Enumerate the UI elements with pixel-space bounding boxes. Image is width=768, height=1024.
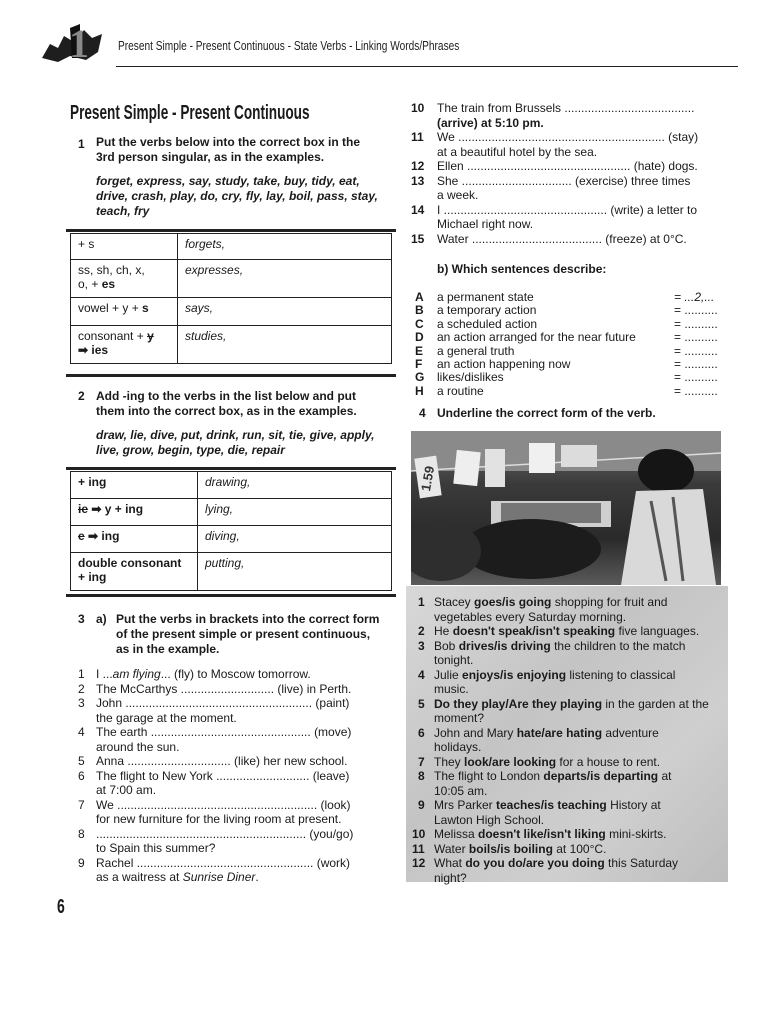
list-item: F an action happening now = .......... xyxy=(415,356,718,371)
page-number: 6 xyxy=(57,896,65,918)
ex2-instruction: Add -ing to the verbs in the list below and put them into the correct box, as in the examples. xyxy=(96,389,357,418)
price-tag-text: 1.59 xyxy=(418,464,438,493)
ex3-number: 3 xyxy=(78,612,85,626)
rule-cell: ss, sh, ch, x, o, + es xyxy=(71,260,178,298)
example-cell: says, xyxy=(178,298,392,326)
example-cell: putting, xyxy=(198,553,392,591)
ex3-right-items xyxy=(411,101,731,246)
running-title: Present Simple - Present Continuous - State Verbs - Linking Words/Phrases xyxy=(118,38,460,53)
list-item: 4 Julie enjoys/is enjoying listening to classical music. xyxy=(418,667,676,696)
ex2-table-bottom-rule xyxy=(66,594,396,597)
rule-cell: e ➡ ing xyxy=(71,526,198,553)
list-item: 10 Melissa doesn't like/isn't liking mini-skirts. xyxy=(412,827,667,841)
table-row xyxy=(71,260,392,298)
list-item: A a permanent state = ...2,... xyxy=(415,290,715,304)
list-item: 7 They look/are looking for a house to rent. xyxy=(418,754,661,769)
ex4-items xyxy=(412,595,730,885)
ex3-part-label: a) xyxy=(96,612,107,626)
list-item: 3 Bob drives/is driving the children to the match tonight. xyxy=(418,638,686,667)
list-item: 11 Water boils/is boiling at 100°C. xyxy=(412,841,607,856)
unit-logo xyxy=(40,22,106,66)
example-cell: expresses, xyxy=(178,260,392,298)
ex1-number: 1 xyxy=(78,137,85,151)
ex2-verb-list: draw, lie, dive, put, drink, run, sit, tie, give, apply, live, grow, begin, type, die, repair xyxy=(96,428,375,457)
rule-cell: + ing xyxy=(71,472,198,499)
list-item: 12 What do you do/are you doing this Saturday night? xyxy=(412,856,679,885)
example-cell: lying, xyxy=(198,499,392,526)
list-item: H a routine = .......... xyxy=(415,383,718,398)
ex2-number: 2 xyxy=(78,389,85,403)
list-item: 5 Anna ............................... (like) her new school. xyxy=(78,754,348,768)
list-item: 2 He doesn't speak/isn't speaking five languages. xyxy=(418,624,700,638)
rule-cell: vowel + y + s xyxy=(71,298,178,326)
list-item: 12 Ellen ................................................. (hate) dogs. xyxy=(411,159,698,173)
market-photo xyxy=(411,431,721,585)
example-cell: drawing, xyxy=(198,472,392,499)
ex1-instruction: Put the verbs below into the correct box in the 3rd person singular, as in the examples. xyxy=(96,135,361,164)
list-item: 13 She ................................. (exercise) three times a week. xyxy=(411,173,691,202)
ex1-table-top-rule xyxy=(66,229,396,232)
list-item: 2 The McCarthys ............................ (live) in Perth. xyxy=(78,681,352,696)
list-item: 1 Stacey goes/is going shopping for fruit and vegetables every Saturday morning. xyxy=(418,595,668,624)
list-item: 15 Water ....................................... (freeze) at 0°C. xyxy=(411,231,687,246)
list-item: 8 ............................................................... (you/go) to Spain this summer? xyxy=(78,826,354,855)
ex1-table-bottom-rule xyxy=(66,374,396,377)
table-row xyxy=(71,472,392,499)
ex4-number: 4 xyxy=(419,406,426,420)
list-item: 4 The earth ................................................ (move) around the sun. xyxy=(78,725,352,754)
list-item: G likes/dislikes = .......... xyxy=(415,370,718,385)
list-item: 10 The train from Brussels ....................................... (arrive) at 5:10 pm. xyxy=(411,101,695,130)
ex2-table xyxy=(70,471,392,591)
table-row xyxy=(71,234,392,260)
ex3-instruction: Put the verbs in brackets into the correct form of the present simple or present continuous, as in the example. xyxy=(116,612,380,656)
example-cell: forgets, xyxy=(178,234,392,260)
list-item: 11 We .............................................................. (stay) at a beautiful hotel by the sea. xyxy=(411,130,699,159)
list-item: B a temporary action = .......... xyxy=(415,303,718,318)
rule-cell: double consonant + ing xyxy=(71,553,198,591)
table-row xyxy=(71,499,392,526)
list-item: 1 I ...am flying... (fly) to Moscow tomorrow. xyxy=(78,667,311,681)
list-item: C a scheduled action = .......... xyxy=(415,316,718,331)
list-item: D an action arranged for the near future = .......... xyxy=(415,330,718,345)
list-item: E a general truth = .......... xyxy=(415,343,718,358)
list-item: 14 I ................................................. (write) a letter to Michael right now. xyxy=(411,202,698,231)
ex1-verb-list: forget, express, say, study, take, buy, tidy, eat, drive, crash, play, do, cry, fly, lay, boil, pass, stay, teach, fry xyxy=(96,174,378,218)
list-item: 5 Do they play/Are they playing in the garden at the moment? xyxy=(418,696,709,725)
rule-cell: + s xyxy=(71,234,178,260)
header-rule xyxy=(116,66,738,67)
list-item: 9 Mrs Parker teaches/is teaching History at Lawton High School. xyxy=(418,798,661,827)
ex4-instruction: Underline the correct form of the verb. xyxy=(437,406,656,420)
table-row xyxy=(71,553,392,591)
table-row xyxy=(71,298,392,326)
list-item: 3 John ........................................................ (paint) the garage at the moment. xyxy=(78,696,350,725)
table-row xyxy=(71,526,392,553)
list-item: 9 Rachel ..................................................... (work) as a waitress at Sunrise Diner. xyxy=(78,855,351,884)
ex3b-title: b) Which sentences describe: xyxy=(437,262,607,276)
logo-digit: 1 xyxy=(69,21,89,66)
ex2-table-top-rule xyxy=(66,467,396,470)
rule-cell: ie ➡ y + ing xyxy=(71,499,198,526)
ex1-table xyxy=(70,233,392,364)
list-item: 7 We ............................................................ (look) for new furniture for the living room at present. xyxy=(78,797,351,826)
list-item: 6 John and Mary hate/are hating adventure holidays. xyxy=(418,725,659,754)
ex3b-items xyxy=(415,290,727,397)
list-item: 8 The flight to London departs/is departing at 10:05 am. xyxy=(418,769,672,798)
section-title: Present Simple - Present Continuous xyxy=(70,102,310,124)
list-item: 6 The flight to New York ............................ (leave) at 7:00 am. xyxy=(78,768,350,797)
rule-cell: consonant + y ➡ ies xyxy=(71,326,178,364)
example-cell: diving, xyxy=(198,526,392,553)
example-cell: studies, xyxy=(178,326,392,364)
table-row xyxy=(71,326,392,364)
ex3-left-items xyxy=(78,667,398,885)
